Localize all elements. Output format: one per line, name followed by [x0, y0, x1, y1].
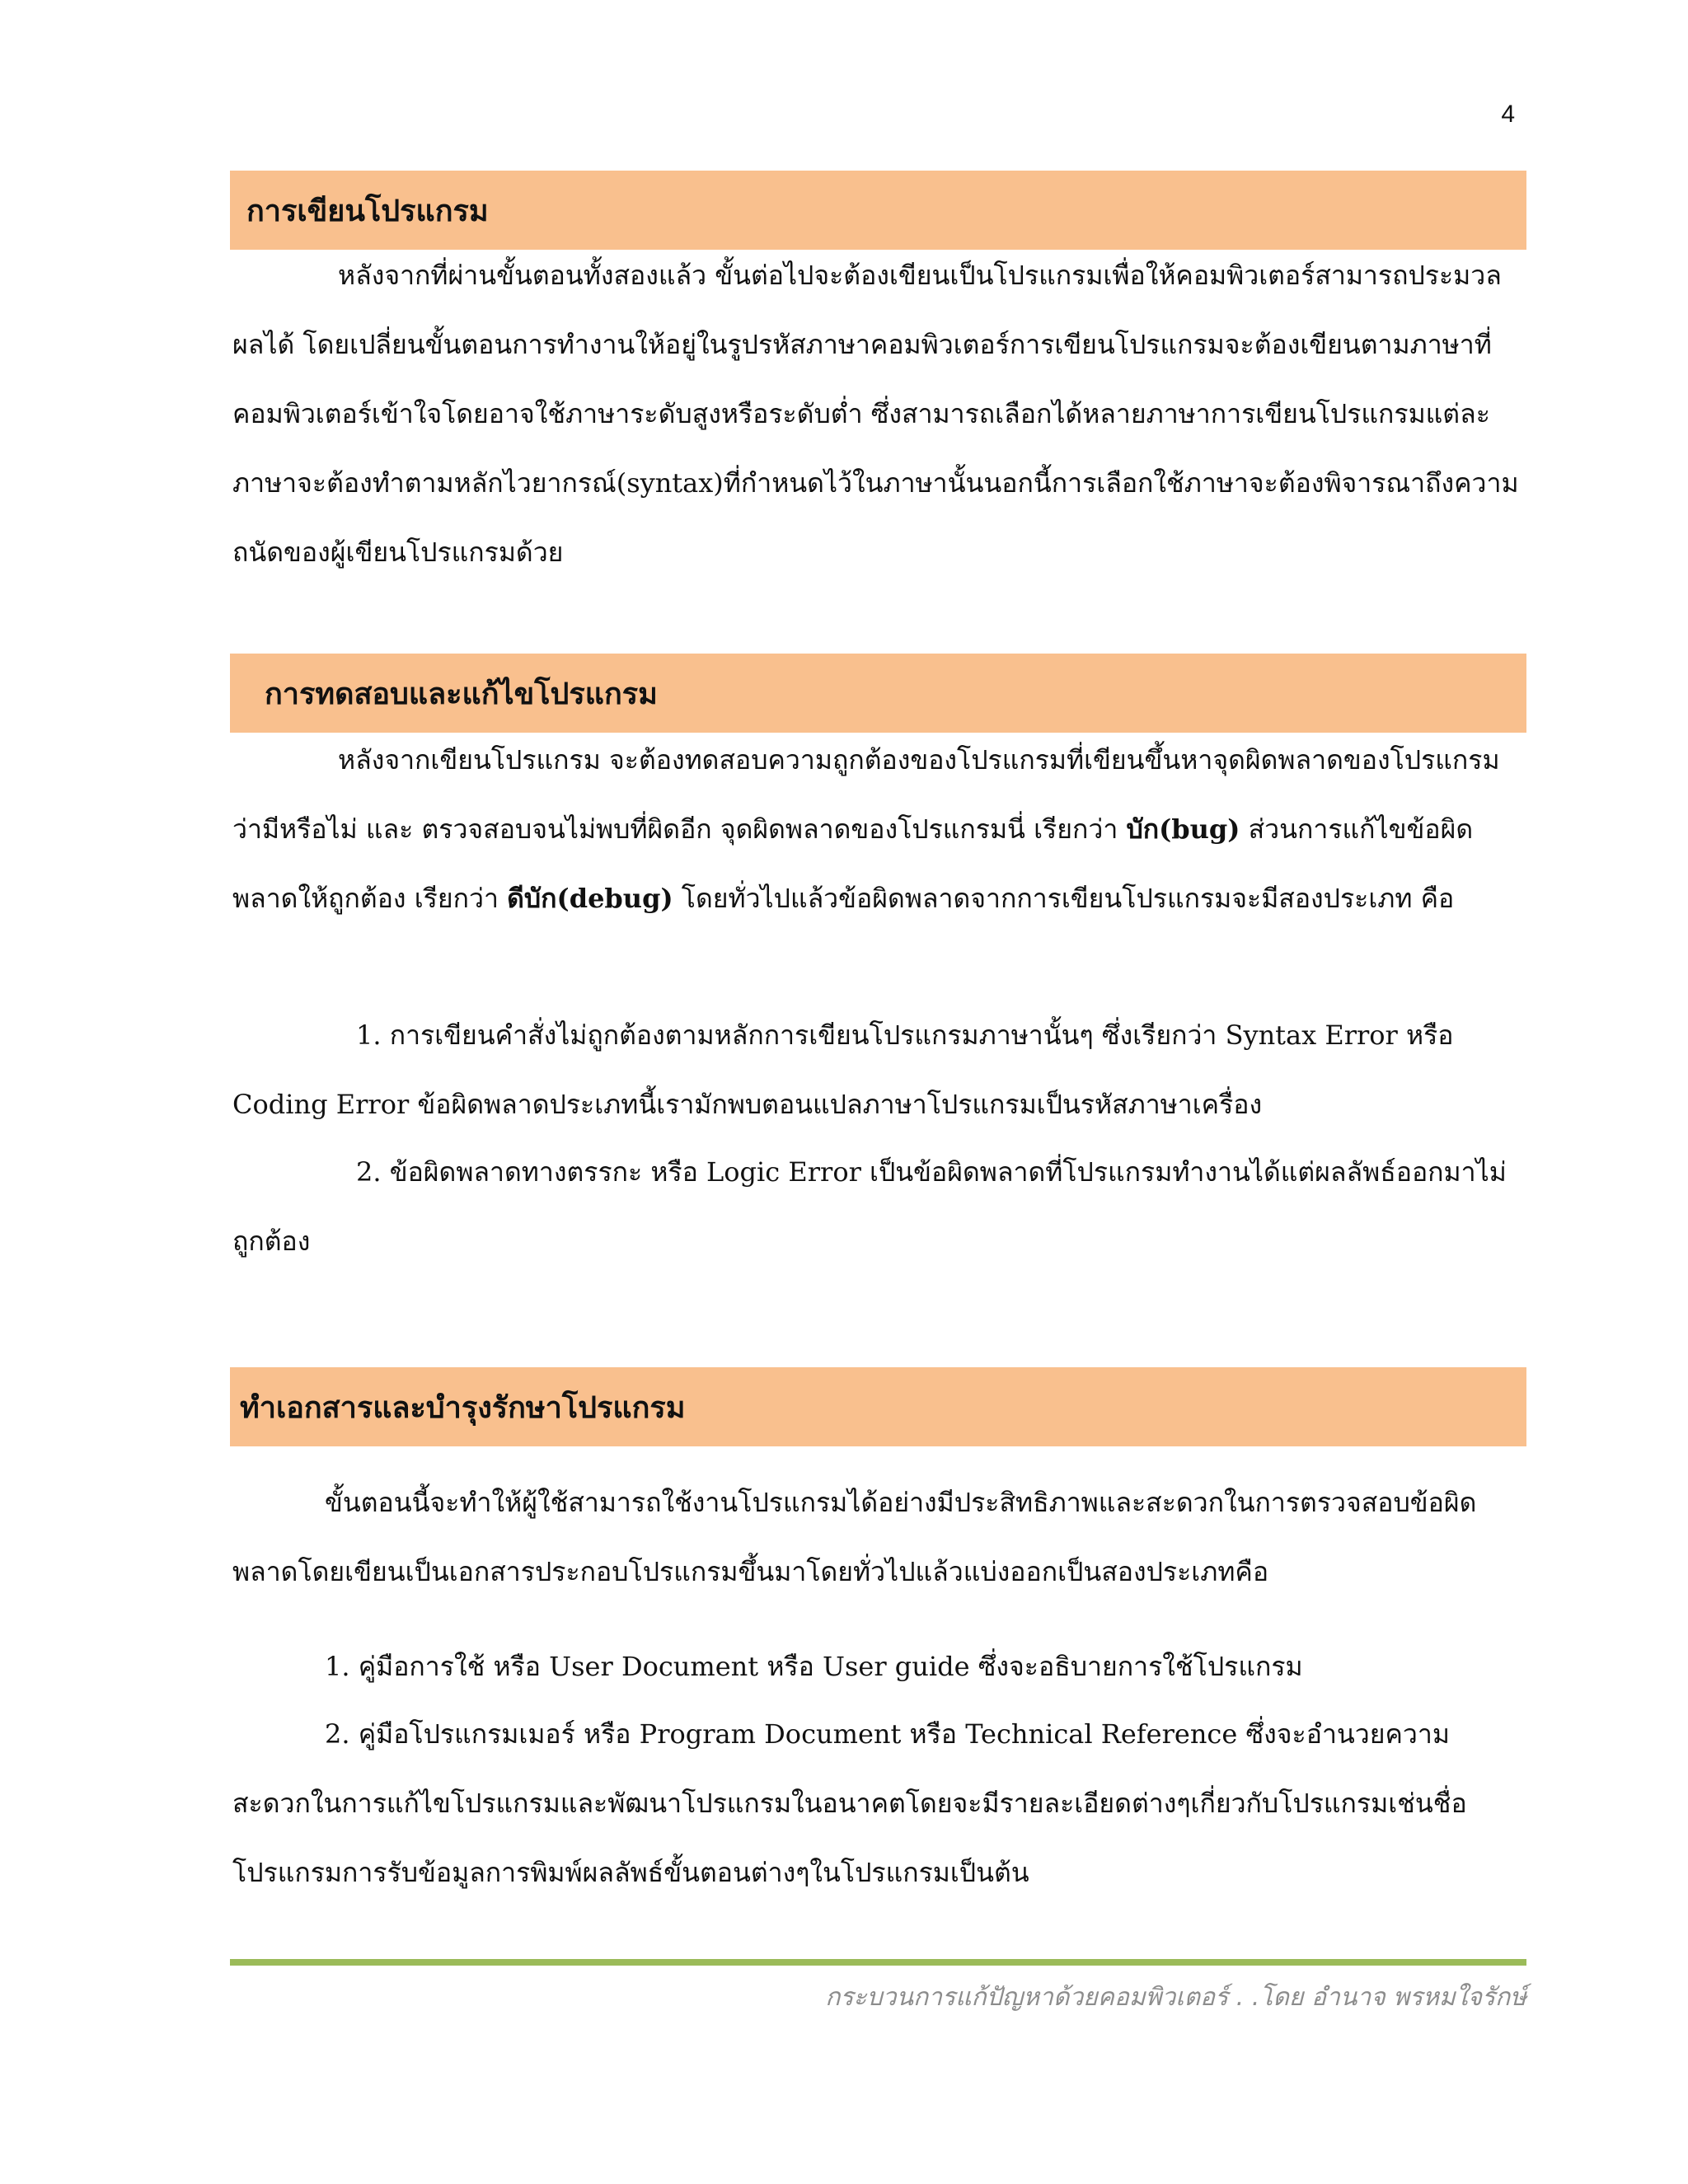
page-number: 4 — [1501, 101, 1515, 128]
footer-rule — [230, 1959, 1526, 1966]
list-item: 2. ข้อผิดพลาดทางตรรกะ หรือ Logic Error เป็นข้อผิดพลาดที่โปรแกรมทำงานได้แต่ผลลัพธ์ออกมาไม่ถูกต้อง — [232, 1156, 1507, 1257]
footer-text: กระบวนการแก้ปัญหาด้วยคอมพิวเตอร์ . .โดย อำนาจ พรหมใจรักษ์ — [825, 1983, 1526, 2012]
section-heading: การทดสอบและแก้ไขโปรแกรม — [265, 676, 658, 711]
section-heading-band — [230, 171, 1526, 250]
section-heading: ทำเอกสารและบำรุงรักษาโปรแกรม — [240, 1390, 686, 1425]
section-paragraph: หลังจากที่ผ่านขั้นตอนทั้งสองแล้ว ขั้นต่อไปจะต้องเขียนเป็นโปรแกรมเพื่อให้คอมพิวเตอร์สามารถประมวลผลได้ โดยเปลี่ยนขั้นตอนการทำงานให้อยู่ในรูปรหัสภาษาคอมพิวเตอร์การเขียนโปรแกรมจะต้องเขียนตามภาษาที่คอมพิวเตอร์เข้าใจโดยอาจใช้ภาษาระดับสูงหรือระดับต่ำ ซึ่งสามารถเลือกได้หลายภาษาการเขียนโปรแกรมแต่ละภาษาจะต้องทำตามหลักไวยากรณ์(syntax)ที่กำหนดไว้ในภาษานั้นนอกนี้การเลือกใช้ภาษาจะต้องพิจารณาถึงความถนัดของผู้เขียนโปรแกรมด้วย — [232, 260, 1519, 568]
section-paragraph: ขั้นตอนนี้จะทำให้ผู้ใช้สามารถใช้งานโปรแกรมได้อย่างมีประสิทธิภาพและสะดวกในการตรวจสอบข้อผิดพลาดโดยเขียนเป็นเอกสารประกอบโปรแกรมขึ้นมาโดยทั่วไปแล้วแบ่งออกเป็นสองประเภทคือ — [232, 1487, 1477, 1587]
section-heading-band — [230, 1367, 1526, 1446]
paragraph-text: ส่วนการแก้ไขข้อผิดพลาดให้ถูกต้อง เรียกว่า — [232, 813, 1474, 914]
bug-term: บัก(bug) — [1126, 813, 1240, 845]
list-item: 1. การเขียนคำสั่งไม่ถูกต้องตามหลักการเขียนโปรแกรมภาษานั้นๆ ซึ่งเรียกว่า Syntax Error หรือ Coding Error ข้อผิดพลาดประเภทนี้เรามักพบตอนแปลภาษาโปรแกรมเป็นรหัสภาษาเครื่อง — [232, 1019, 1454, 1120]
paragraph-text: หลังจากเขียนโปรแกรม จะต้องทดสอบความถูกต้องของโปรแกรมที่เขียนขึ้นหาจุดผิดพลาดของโปรแกรมว่ามีหรือไม่ และ ตรวจสอบจนไม่พบที่ผิดอีก จุดผิดพลาดของโปรแกรมนี่ เรียกว่า — [232, 744, 1500, 845]
section-heading-band — [230, 654, 1526, 733]
list-item: 1. คู่มือการใช้ หรือ User Document หรือ User guide ซึ่งจะอธิบายการใช้โปรแกรม — [325, 1651, 1303, 1682]
debug-term: ดีบัก(debug) — [507, 883, 673, 914]
section-paragraph — [232, 725, 1523, 933]
section-heading: การเขียนโปรแกรม — [246, 193, 489, 228]
list-item: 2. คู่มือโปรแกรมเมอร์ หรือ Program Document หรือ Technical Reference ซึ่งจะอำนวยความสะดวกในการแก้ไขโปรแกรมและพัฒนาโปรแกรมในอนาคตโดยจะมีรายละเอียดต่างๆเกี่ยวกับโปรแกรมเช่นชื่อโปรแกรมการรับข้อมูลการพิมพ์ผลลัพธ์ขั้นตอนต่างๆในโปรแกรมเป็นต้น — [232, 1718, 1467, 1888]
paragraph-text: โดยทั่วไปแล้วข้อผิดพลาดจากการเขียนโปรแกรมจะมีสองประเภท คือ — [673, 883, 1455, 914]
